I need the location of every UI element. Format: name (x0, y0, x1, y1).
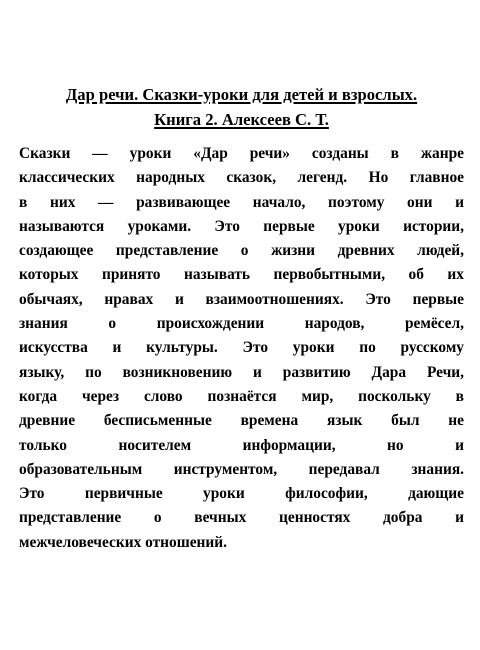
body-line: обычаях, нравах и взаимоотношениях. Это первые (19, 290, 464, 308)
body-line: представление о вечных ценностях добра и (19, 509, 464, 527)
body-line: межчеловеческих отношений. (19, 533, 228, 551)
body-line: называются уроками. Это первые уроки истории, (19, 217, 464, 235)
title-line-1: Дар речи. Сказки-уроки для детей и взрослых. (65, 85, 418, 104)
body-line: классических народных сказок, легенд. Но главное (19, 169, 464, 187)
body-line: Сказки — уроки «Дар речи» созданы в жанре (19, 145, 464, 162)
document-body (19, 142, 464, 555)
body-line: в них — развивающее начало, поэтому они и (19, 193, 464, 211)
body-line: языку, по возникновению и развитию Дара Речи, (19, 363, 464, 381)
body-line: древние бесписьменные времена язык был не (19, 412, 464, 430)
body-line: создающее представление о жизни древних людей, (19, 242, 464, 260)
body-line: когда через слово познаётся мир, поскольку в (19, 387, 464, 405)
body-line: образовательным инструментом, передавал знания. (19, 460, 464, 478)
body-line: знания о происхождении народов, ремёсел, (19, 315, 464, 333)
body-line: искусства и культуры. Это уроки по русскому (19, 339, 464, 357)
document-title (19, 82, 464, 132)
title-line-2: Книга 2. Алексеев С. Т. (154, 110, 329, 129)
body-line: только носителем информации, но и (19, 436, 464, 454)
body-line: которых принято называть первобытными, об их (19, 266, 464, 284)
document-page (19, 82, 464, 555)
body-line: Это первичные уроки философии, дающие (19, 485, 464, 503)
